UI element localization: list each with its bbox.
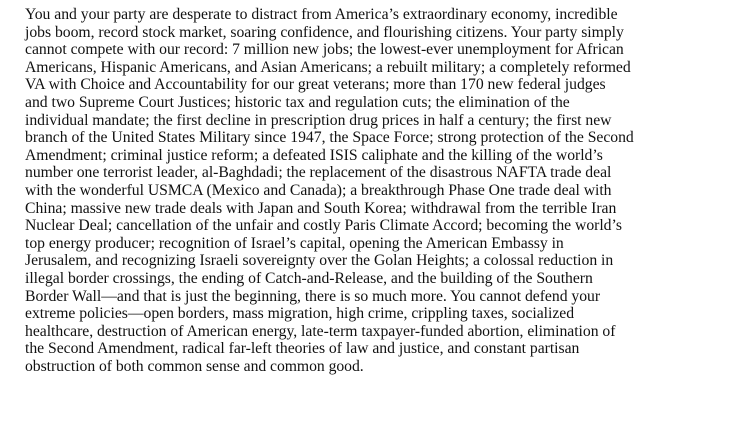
text-line: Jerusalem, and recognizing Israeli sovereignty over the Golan Heights; a colossal reduction in [25, 252, 614, 270]
text-line: Border Wall—and that is just the beginning, there is so much more. You cannot defend your [25, 287, 601, 305]
letter-paragraph [25, 6, 733, 375]
text-line: extreme policies—open borders, mass migration, high crime, crippling taxes, socialized [25, 305, 575, 323]
text-line: branch of the United States Military since 1947, the Space Force; strong protection of the Second [25, 129, 634, 147]
text-line: top energy producer; recognition of Israel’s capital, opening the American Embassy in [25, 234, 564, 252]
text-line: individual mandate; the first decline in prescription drug prices in half a century; the first new [25, 111, 612, 129]
text-line: Nuclear Deal; cancellation of the unfair and costly Paris Climate Accord; becoming the world’s [25, 217, 622, 235]
text-line: illegal border crossings, the ending of Catch-and-Release, and the building of the Southern [25, 269, 593, 287]
text-line: the Second Amendment, radical far-left theories of law and justice, and constant partisan [25, 340, 580, 358]
text-line: China; massive new trade deals with Japan and South Korea; withdrawal from the terrible Iran [25, 199, 617, 217]
text-line: number one terrorist leader, al-Baghdadi; the replacement of the disastrous NAFTA trade deal [25, 164, 612, 182]
text-line: You and your party are desperate to distract from America’s extraordinary economy, incredible [25, 6, 618, 23]
text-line: healthcare, destruction of American energy, late-term taxpayer-funded abortion, elimination of [25, 322, 616, 340]
text-line: jobs boom, record stock market, soaring confidence, and flourishing citizens. Your party simply [25, 23, 624, 41]
text-line: obstruction of both common sense and common good. [25, 357, 364, 375]
text-line: Americans, Hispanic Americans, and Asian Americans; a rebuilt military; a completely reformed [25, 58, 631, 76]
text-line: with the wonderful USMCA (Mexico and Canada); a breakthrough Phase One trade deal with [25, 181, 612, 199]
text-line: VA with Choice and Accountability for our great veterans; more than 170 new federal judges [25, 76, 606, 94]
text-line: Amendment; criminal justice reform; a defeated ISIS caliphate and the killing of the world’s [25, 146, 603, 164]
text-line: and two Supreme Court Justices; historic tax and regulation cuts; the elimination of the [25, 93, 570, 111]
text-line: cannot compete with our record: 7 million new jobs; the lowest-ever unemployment for African [25, 41, 624, 59]
